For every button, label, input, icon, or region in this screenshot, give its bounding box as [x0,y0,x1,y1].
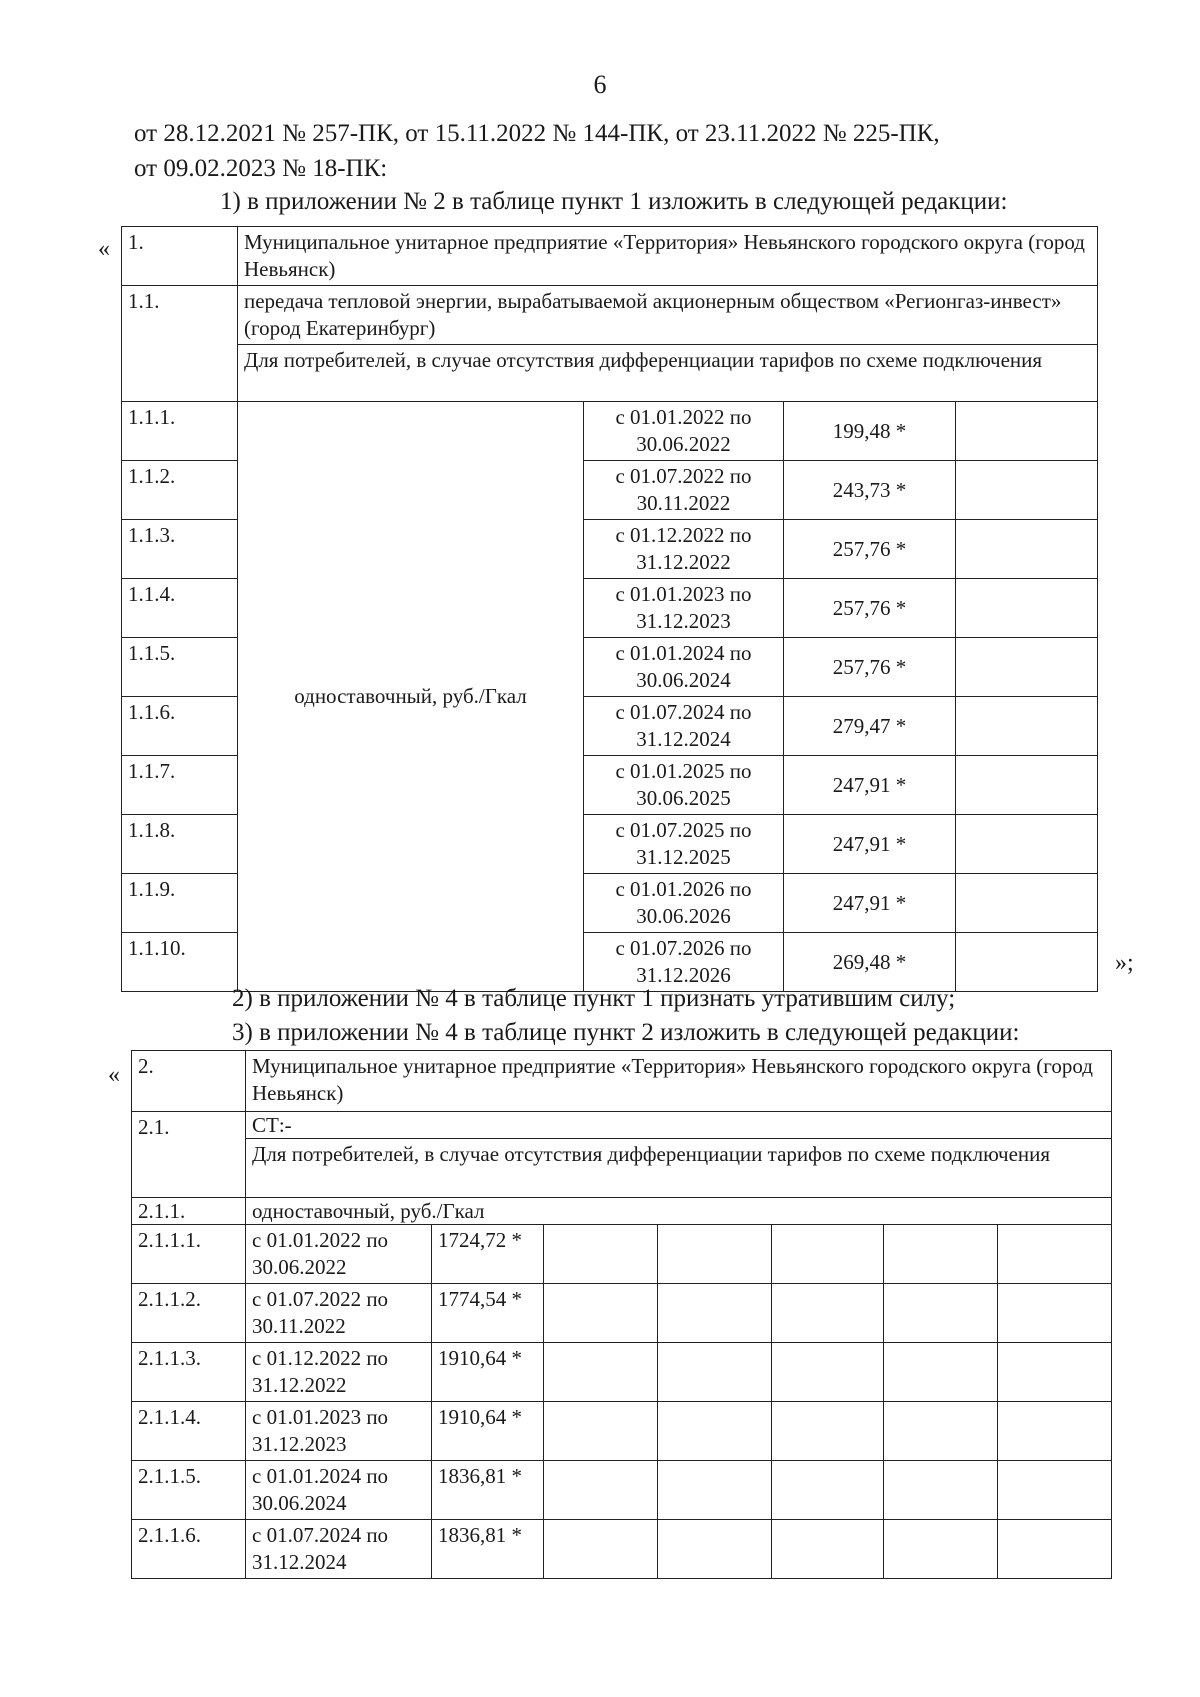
rate-type: одноставочный, руб./Гкал [246,1198,1112,1225]
tariff-table-2 [131,1050,1112,1579]
tariff-period: с 01.01.2022 по 30.06.2022 [246,1225,432,1284]
table-row [132,1343,1112,1402]
empty-cell [956,933,1098,992]
empty-cell [884,1284,998,1343]
tariff-period: с 01.12.2022 по 31.12.2022 [246,1343,432,1402]
item-2-text: 2) в приложении № 4 в таблице пункт 1 признать утратившим силу; [232,985,956,1012]
row-number: 1.1.8. [122,815,238,874]
empty-cell [998,1343,1112,1402]
empty-cell [658,1284,772,1343]
tariff-period: с 01.07.2024 по 31.12.2024 [584,697,784,756]
table-row [132,1402,1112,1461]
tariff-period: с 01.07.2024 по 31.12.2024 [246,1520,432,1579]
empty-cell [658,1461,772,1520]
row-number: 2.1.1. [132,1198,246,1225]
row-number: 1.1.6. [122,697,238,756]
item-1-text: 1) в приложении № 2 в таблице пункт 1 изложить в следующей редакции: [220,188,1008,215]
empty-cell [544,1225,658,1284]
row-number: 1.1.7. [122,756,238,815]
item-3-text: 3) в приложении № 4 в таблице пункт 2 изложить в следующей редакции: [232,1019,1020,1046]
row-number: 1.1.10. [122,933,238,992]
row-number: 1. [122,227,238,286]
table-row [122,402,1098,461]
rate-type: одноставочный, руб./Гкал [238,402,584,992]
row-number: 2.1.1.6. [132,1520,246,1579]
empty-cell [884,1520,998,1579]
empty-cell [658,1402,772,1461]
empty-cell [998,1461,1112,1520]
tariff-value: 257,76 * [784,579,956,638]
intro-line-2: от 09.02.2023 № 18-ПК: [134,155,388,182]
empty-cell [956,815,1098,874]
empty-cell [658,1343,772,1402]
empty-cell [658,1520,772,1579]
empty-cell [772,1402,884,1461]
row-number: 1.1.5. [122,638,238,697]
row-number: 1.1. [122,286,238,402]
empty-cell [998,1402,1112,1461]
empty-cell [884,1461,998,1520]
empty-cell [956,461,1098,520]
tariff-period: с 01.01.2026 по 30.06.2026 [584,874,784,933]
tariff-value: 247,91 * [784,874,956,933]
empty-cell [772,1520,884,1579]
service-description: передача тепловой энергии, вырабатываемой акционерным обществом «Регионгаз-инвест» (город Екатеринбург) [238,286,1098,345]
empty-cell [956,520,1098,579]
close-quote-1: »; [1115,950,1134,976]
row-number: 1.1.4. [122,579,238,638]
row-number: 1.1.9. [122,874,238,933]
empty-cell [884,1225,998,1284]
row-number: 2.1. [132,1112,246,1198]
empty-cell [772,1343,884,1402]
tariff-value: 257,76 * [784,520,956,579]
table-row [122,345,1098,402]
tariff-value: 247,91 * [784,815,956,874]
tariff-value: 269,48 * [784,933,956,992]
consumer-group: Для потребителей, в случае отсутствия дифференциации тарифов по схеме подключения [246,1139,1112,1198]
empty-cell [544,1284,658,1343]
empty-cell [956,756,1098,815]
tariff-value: 257,76 * [784,638,956,697]
tariff-value: 243,73 * [784,461,956,520]
service-description: СТ:- [246,1112,1112,1139]
row-number: 2.1.1.2. [132,1284,246,1343]
table-row [132,1198,1112,1225]
tariff-value: 1910,64 * [432,1402,544,1461]
tariff-period: с 01.01.2024 по 30.06.2024 [246,1461,432,1520]
empty-cell [544,1343,658,1402]
empty-cell [956,874,1098,933]
organization-name: Муниципальное унитарное предприятие «Территория» Невьянского городского округа (город Невьянск) [238,227,1098,286]
row-number: 2. [132,1051,246,1112]
tariff-value: 199,48 * [784,402,956,461]
row-number: 2.1.1.3. [132,1343,246,1402]
table-row [132,1461,1112,1520]
open-quote-2: « [108,1062,120,1088]
empty-cell [772,1225,884,1284]
tariff-value: 1836,81 * [432,1461,544,1520]
empty-cell [884,1343,998,1402]
tariff-value: 1774,54 * [432,1284,544,1343]
open-quote-1: « [98,236,110,262]
table-row [122,227,1098,286]
tariff-period: с 01.07.2022 по 30.11.2022 [246,1284,432,1343]
tariff-period: с 01.01.2022 по 30.06.2022 [584,402,784,461]
empty-cell [772,1461,884,1520]
table-row [132,1139,1112,1198]
empty-cell [884,1402,998,1461]
empty-cell [956,579,1098,638]
empty-cell [772,1284,884,1343]
row-number: 1.1.3. [122,520,238,579]
empty-cell [544,1520,658,1579]
row-number: 2.1.1.5. [132,1461,246,1520]
tariff-value: 247,91 * [784,756,956,815]
table-row [132,1520,1112,1579]
row-number: 2.1.1.4. [132,1402,246,1461]
empty-cell [658,1225,772,1284]
empty-cell [998,1225,1112,1284]
tariff-value: 1910,64 * [432,1343,544,1402]
table-row [132,1225,1112,1284]
tariff-table-1 [121,226,1098,992]
empty-cell [956,402,1098,461]
organization-name: Муниципальное унитарное предприятие «Территория» Невьянского городского округа (город Невьянск) [246,1051,1112,1112]
tariff-value: 279,47 * [784,697,956,756]
tariff-period: с 01.01.2023 по 31.12.2023 [584,579,784,638]
table-row [132,1112,1112,1139]
consumer-group: Для потребителей, в случае отсутствия дифференциации тарифов по схеме подключения [238,345,1098,402]
empty-cell [998,1284,1112,1343]
empty-cell [956,697,1098,756]
tariff-value: 1836,81 * [432,1520,544,1579]
row-number: 1.1.1. [122,402,238,461]
empty-cell [998,1520,1112,1579]
table-row [132,1051,1112,1112]
tariff-period: с 01.07.2026 по 31.12.2026 [584,933,784,992]
tariff-period: с 01.12.2022 по 31.12.2022 [584,520,784,579]
intro-line-1: от 28.12.2021 № 257-ПК, от 15.11.2022 № 144-ПК, от 23.11.2022 № 225-ПК, [134,120,940,147]
tariff-period: с 01.07.2022 по 30.11.2022 [584,461,784,520]
empty-cell [544,1402,658,1461]
row-number: 2.1.1.1. [132,1225,246,1284]
tariff-value: 1724,72 * [432,1225,544,1284]
page-number: 6 [593,70,607,99]
tariff-period: с 01.01.2023 по 31.12.2023 [246,1402,432,1461]
tariff-period: с 01.01.2024 по 30.06.2024 [584,638,784,697]
empty-cell [544,1461,658,1520]
tariff-period: с 01.07.2025 по 31.12.2025 [584,815,784,874]
tariff-period: с 01.01.2025 по 30.06.2025 [584,756,784,815]
table-row [122,286,1098,345]
table-row [132,1284,1112,1343]
empty-cell [956,638,1098,697]
row-number: 1.1.2. [122,461,238,520]
